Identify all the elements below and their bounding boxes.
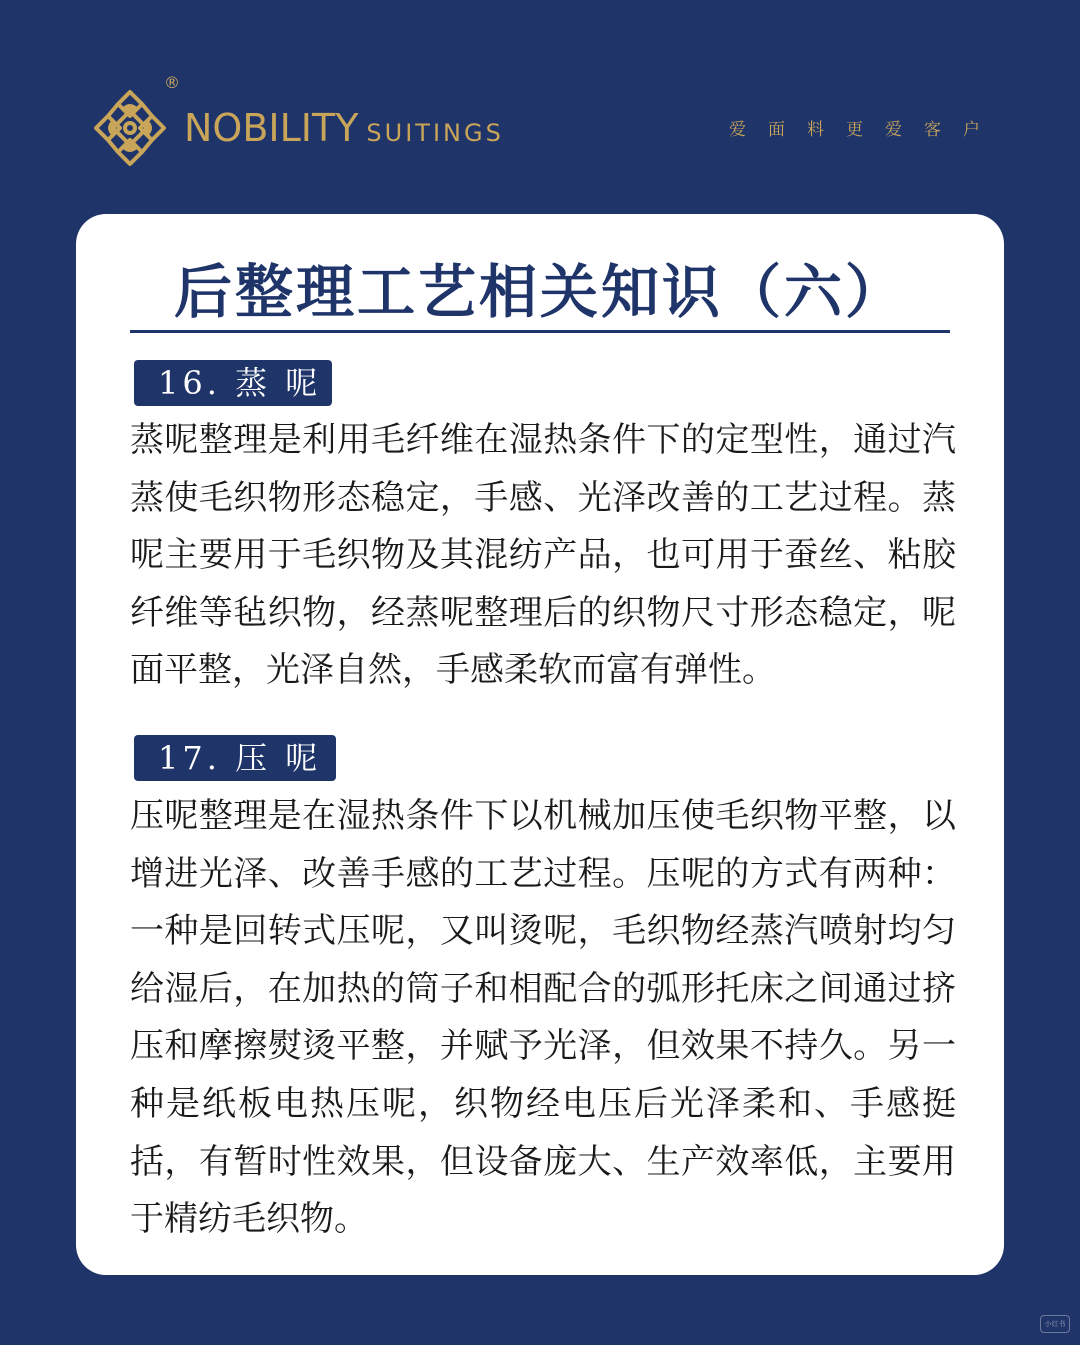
title-divider bbox=[130, 330, 950, 333]
content-card bbox=[76, 214, 1004, 1275]
knot-emblem-icon bbox=[92, 88, 168, 168]
section-body-steaming: 蒸呢整理是利用毛纤维在湿热条件下的定型性，通过汽蒸使毛织物形态稳定，手感、光泽改善的工艺过程。蒸呢主要用于毛织物及其混纺产品，也可用于蚕丝、粘胶纤维等毡织物，经蒸呢整理后的织物尺寸形态稳定，呢面平整，光泽自然，手感柔软而富有弹性。 bbox=[130, 420, 956, 691]
section-body-pressing: 压呢整理是在湿热条件下以机械加压使毛织物平整，以增进光泽、改善手感的工艺过程。压呢的方式有两种：一种是回转式压呢，又叫烫呢，毛织物经蒸汽喷射均匀给湿后，在加热的筒子和相配合的弧形托床之间通过挤压和摩擦熨烫平整，并赋予光泽，但效果不持久。另一种是纸板电热压呢，织物经电压后光泽柔和、手感挺括，有暂时性效果，但设备庞大、生产效率低，主要用于精纺毛织物。 bbox=[130, 796, 956, 1240]
registered-mark: ® bbox=[164, 73, 180, 92]
slogan: 爱面料更爱客户 bbox=[729, 120, 1002, 140]
page-title: 后整理工艺相关知识（六） bbox=[173, 258, 906, 326]
brand-sub-text: SUITINGS bbox=[366, 119, 504, 147]
header bbox=[0, 0, 1080, 210]
brand-main-text: NOBILITY bbox=[184, 106, 359, 150]
brand-name bbox=[184, 104, 504, 160]
section-label-pressing: 17. 压 呢 bbox=[134, 735, 336, 781]
watermark-logo: 小红书 bbox=[1040, 1315, 1070, 1333]
section-label-steaming: 16. 蒸 呢 bbox=[134, 360, 332, 406]
